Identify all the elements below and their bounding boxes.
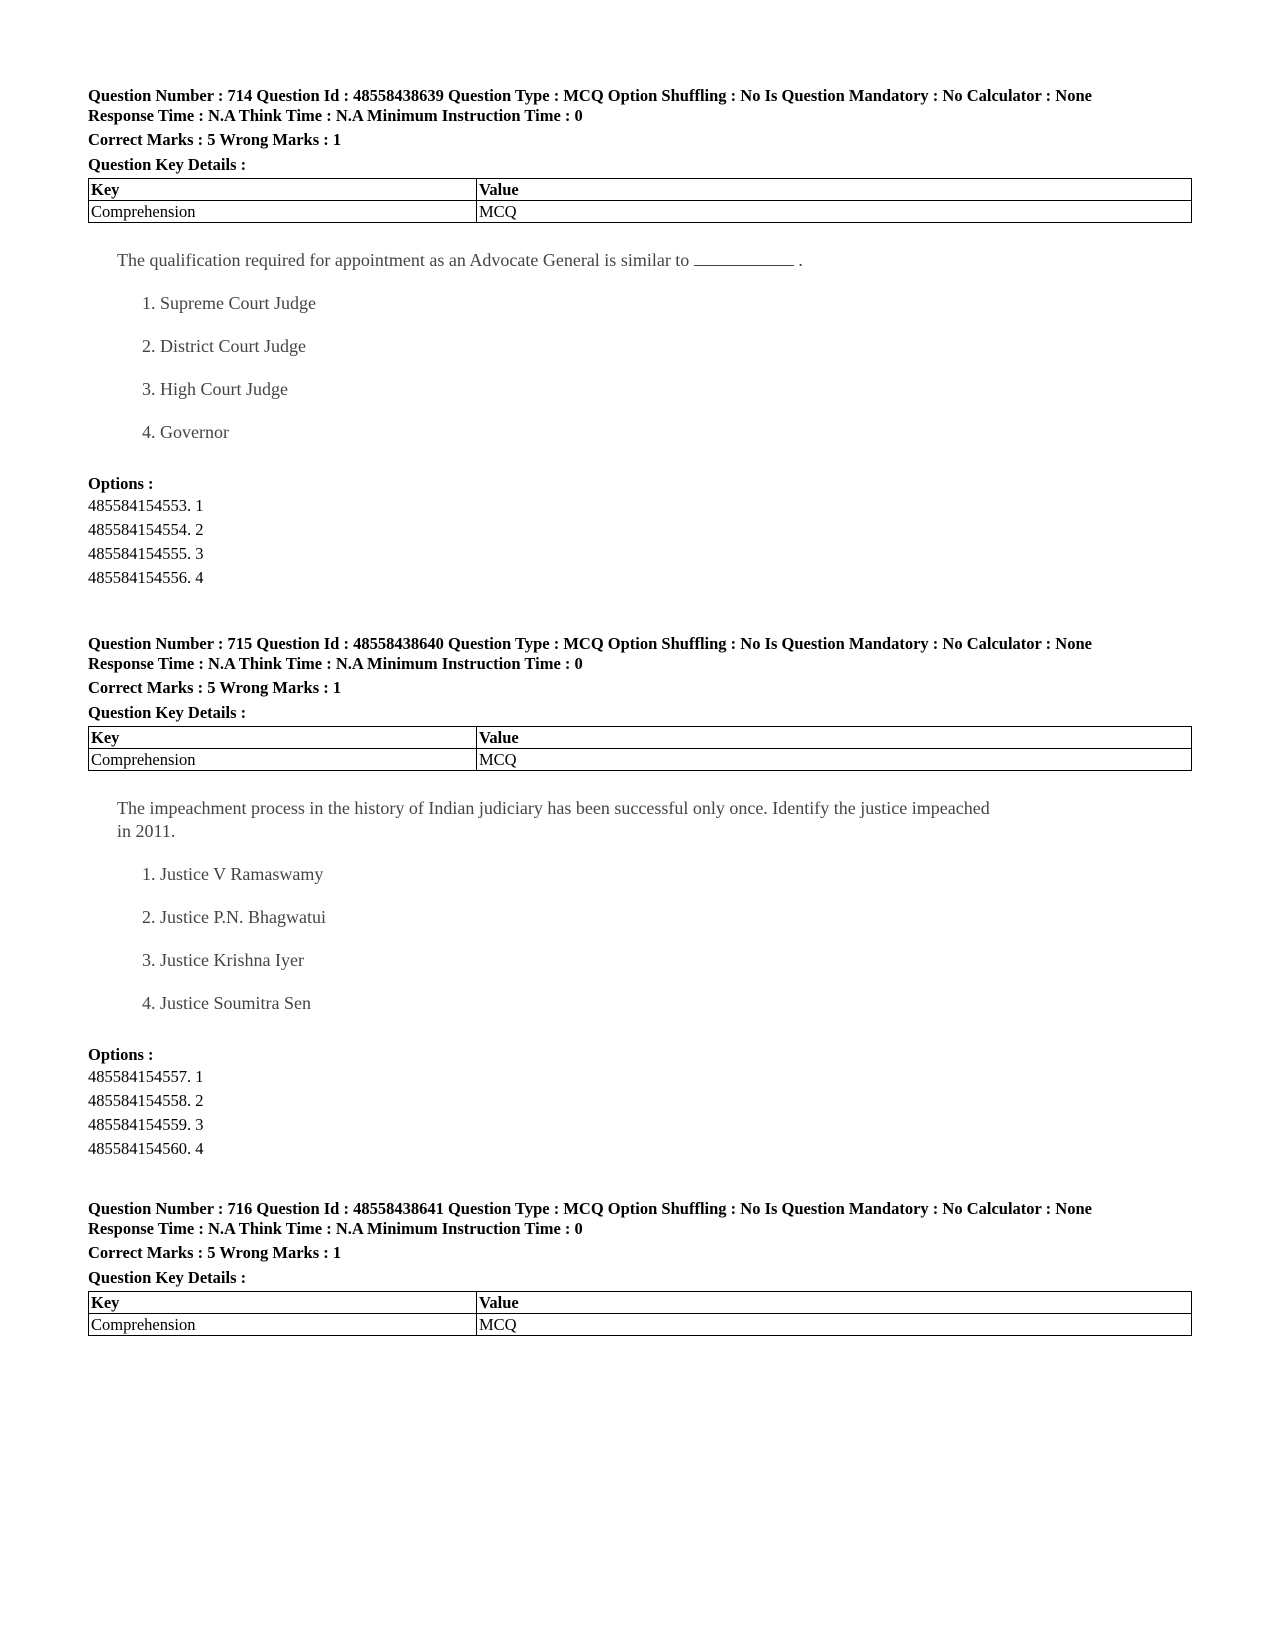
key-details-title: Question Key Details : xyxy=(88,1268,247,1287)
option-row: 485584154559. 3 xyxy=(88,1115,204,1134)
choice-item: 2. District Court Judge xyxy=(142,336,306,356)
question-image xyxy=(117,249,1192,444)
key-cell: Comprehension xyxy=(89,749,477,771)
table-row xyxy=(89,749,1192,771)
key-details-table xyxy=(88,726,1192,771)
question-block-716 xyxy=(88,1199,1192,1336)
option-row: 485584154556. 4 xyxy=(88,568,204,587)
marks-line: Correct Marks : 5 Wrong Marks : 1 xyxy=(88,1243,342,1262)
value-header: Value xyxy=(477,727,1192,749)
choice-item: 4. Governor xyxy=(142,422,229,442)
option-row: 485584154554. 2 xyxy=(88,520,204,539)
table-row xyxy=(89,201,1192,223)
key-details-table xyxy=(88,1291,1192,1336)
table-row xyxy=(89,1314,1192,1336)
value-header: Value xyxy=(477,1292,1192,1314)
question-image xyxy=(117,797,1192,1015)
table-header-row xyxy=(89,1292,1192,1314)
choice-item: 4. Justice Soumitra Sen xyxy=(142,993,311,1013)
choice-item: 1. Supreme Court Judge xyxy=(142,293,316,313)
question-stem: The impeachment process in the history of Indian judiciary has been successful only once. Identify the justice impeached in 2011. xyxy=(117,798,990,841)
key-details-title: Question Key Details : xyxy=(88,703,247,722)
question-meta-line: Question Number : 716 Question Id : 48558438641 Question Type : MCQ Option Shuffling : No Is Question Mandatory : No Calculator : None xyxy=(88,1199,1092,1218)
option-row: 485584154555. 3 xyxy=(88,544,204,563)
question-meta-line: Question Number : 714 Question Id : 48558438639 Question Type : MCQ Option Shuffling : No Is Question Mandatory : No Calculator : None xyxy=(88,86,1092,105)
choice-item: 3. Justice Krishna Iyer xyxy=(142,950,304,970)
question-block-714 xyxy=(88,86,1192,590)
choice-item: 1. Justice V Ramaswamy xyxy=(142,864,324,884)
question-timing-line: Response Time : N.A Think Time : N.A Minimum Instruction Time : 0 xyxy=(88,1219,583,1238)
option-row: 485584154553. 1 xyxy=(88,496,204,515)
key-details-title: Question Key Details : xyxy=(88,155,247,174)
key-cell: Comprehension xyxy=(89,1314,477,1336)
key-header: Key xyxy=(89,727,477,749)
value-cell: MCQ xyxy=(477,1314,1192,1336)
question-meta-line: Question Number : 715 Question Id : 48558438640 Question Type : MCQ Option Shuffling : No Is Question Mandatory : No Calculator : None xyxy=(88,634,1092,653)
question-block-715 xyxy=(88,634,1192,1161)
value-header: Value xyxy=(477,179,1192,201)
key-header: Key xyxy=(89,179,477,201)
choice-item: 3. High Court Judge xyxy=(142,379,288,399)
key-header: Key xyxy=(89,1292,477,1314)
option-row: 485584154558. 2 xyxy=(88,1091,204,1110)
options-title: Options : xyxy=(88,1045,154,1064)
key-cell: Comprehension xyxy=(89,201,477,223)
options-title: Options : xyxy=(88,474,154,493)
table-header-row xyxy=(89,179,1192,201)
question-timing-line: Response Time : N.A Think Time : N.A Minimum Instruction Time : 0 xyxy=(88,106,583,125)
question-timing-line: Response Time : N.A Think Time : N.A Minimum Instruction Time : 0 xyxy=(88,654,583,673)
choice-item: 2. Justice P.N. Bhagwatui xyxy=(142,907,326,927)
value-cell: MCQ xyxy=(477,749,1192,771)
marks-line: Correct Marks : 5 Wrong Marks : 1 xyxy=(88,678,342,697)
key-details-table xyxy=(88,178,1192,223)
table-header-row xyxy=(89,727,1192,749)
option-row: 485584154557. 1 xyxy=(88,1067,204,1086)
option-row: 485584154560. 4 xyxy=(88,1139,204,1158)
question-stem: The qualification required for appointment as an Advocate General is similar to . xyxy=(117,250,803,270)
value-cell: MCQ xyxy=(477,201,1192,223)
marks-line: Correct Marks : 5 Wrong Marks : 1 xyxy=(88,130,342,149)
